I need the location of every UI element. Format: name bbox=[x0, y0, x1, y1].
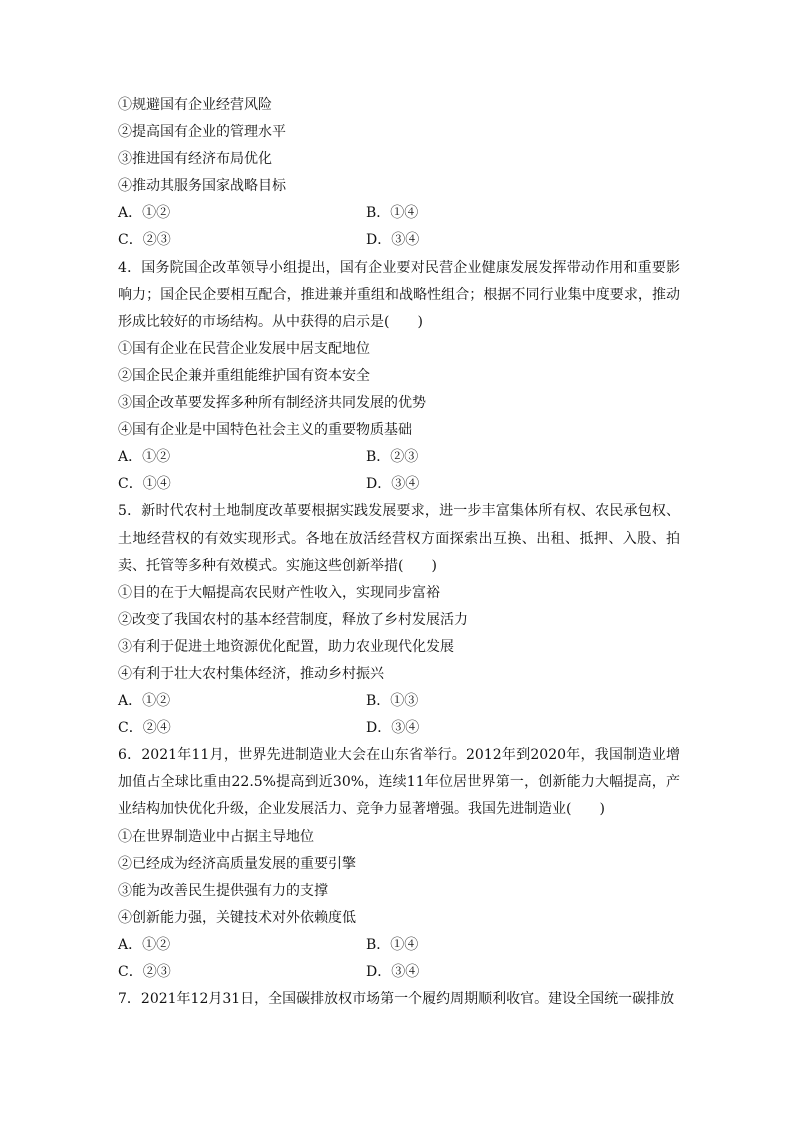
option-d: D．③④ bbox=[366, 476, 420, 493]
question-4 bbox=[118, 255, 680, 499]
option-b: B．①③ bbox=[366, 693, 419, 710]
option-a: A．①② bbox=[118, 693, 171, 710]
question-3-tail bbox=[118, 92, 680, 255]
statement-2: ②改变了我国农村的基本经营制度，释放了乡村发展活力 bbox=[118, 611, 468, 628]
option-b: B．②③ bbox=[366, 449, 419, 466]
statement-2: ②提高国有企业的管理水平 bbox=[118, 124, 286, 141]
option-a: A．①② bbox=[118, 936, 171, 953]
options-row bbox=[118, 200, 680, 227]
statement-3: ③国企改革要发挥多种所有制经济共同发展的优势 bbox=[118, 395, 426, 412]
statement-1: ①目的在于大幅提高农民财产性收入，实现同步富裕 bbox=[118, 584, 440, 601]
question-5 bbox=[118, 498, 680, 742]
statement-4: ④有利于壮大农村集体经济，推动乡村振兴 bbox=[118, 665, 384, 682]
option-c: C．②③ bbox=[118, 964, 171, 980]
options-row bbox=[118, 959, 680, 986]
statement-4: ④推动其服务国家战略目标 bbox=[118, 178, 286, 195]
options-row bbox=[118, 715, 680, 742]
question-stem: 7．2021年12月31日，全国碳排放权市场第一个履约周期顺利收官。建设全国统一碳排放 bbox=[118, 991, 675, 1008]
statement-4: ④国有企业是中国特色社会主义的重要物质基础 bbox=[118, 422, 412, 439]
statement-1: ①国有企业在民营企业发展中居支配地位 bbox=[118, 340, 370, 357]
options-row bbox=[118, 932, 680, 959]
statement-1: ①规避国有企业经营风险 bbox=[118, 97, 272, 113]
statement-1: ①在世界制造业中占据主导地位 bbox=[118, 828, 314, 845]
option-c: C．②④ bbox=[118, 720, 171, 737]
exam-content bbox=[118, 92, 680, 1013]
question-7 bbox=[118, 986, 680, 1013]
option-d: D．③④ bbox=[366, 232, 420, 249]
option-c: C．①④ bbox=[118, 476, 171, 493]
statement-3: ③推进国有经济布局优化 bbox=[118, 151, 272, 168]
option-a: A．①② bbox=[118, 449, 171, 466]
options-row bbox=[118, 688, 680, 715]
statement-2: ②已经成为经济高质量发展的重要引擎 bbox=[118, 855, 356, 872]
question-stem: 5．新时代农村土地制度改革要根据实践发展要求，进一步丰富集体所有权、农民承包权、土地经营权的有效实现形式。各地在放活经营权方面探索出互换、出租、抵押、入股、拍卖、托管等多种有效模式。实施这些创新举措( ) bbox=[118, 503, 680, 574]
option-b: B．①④ bbox=[366, 205, 419, 222]
question-stem: 6．2021年11月，世界先进制造业大会在山东省举行。2012年到2020年，我国制造业增加值占全球比重由22.5%提高到近30%，连续11年位居世界第一，创新能力大幅提高，产业结构加快优化升级，企业发展活力、竞争力显著增强。我国先进制造业( ) bbox=[118, 747, 680, 818]
option-d: D．③④ bbox=[366, 720, 420, 737]
statement-2: ②国企民企兼并重组能维护国有资本安全 bbox=[118, 367, 370, 384]
option-c: C．②③ bbox=[118, 232, 171, 249]
statement-3: ③能为改善民生提供强有力的支撑 bbox=[118, 882, 328, 899]
option-b: B．①④ bbox=[366, 936, 419, 953]
question-6 bbox=[118, 742, 680, 986]
question-stem: 4．国务院国企改革领导小组提出，国有企业要对民营企业健康发展发挥带动作用和重要影响力；国企民企要相互配合，推进兼并重组和战略性组合；根据不同行业集中度要求，推动形成比较好的市场结构。从中获得的启示是( ) bbox=[118, 259, 680, 330]
statement-3: ③有利于促进土地资源优化配置，助力农业现代化发展 bbox=[118, 638, 454, 655]
options-row bbox=[118, 227, 680, 254]
option-d: D．③④ bbox=[366, 964, 420, 980]
options-row bbox=[118, 444, 680, 471]
option-a: A．①② bbox=[118, 205, 171, 222]
statement-4: ④创新能力强，关键技术对外依赖度低 bbox=[118, 909, 356, 926]
options-row bbox=[118, 471, 680, 498]
